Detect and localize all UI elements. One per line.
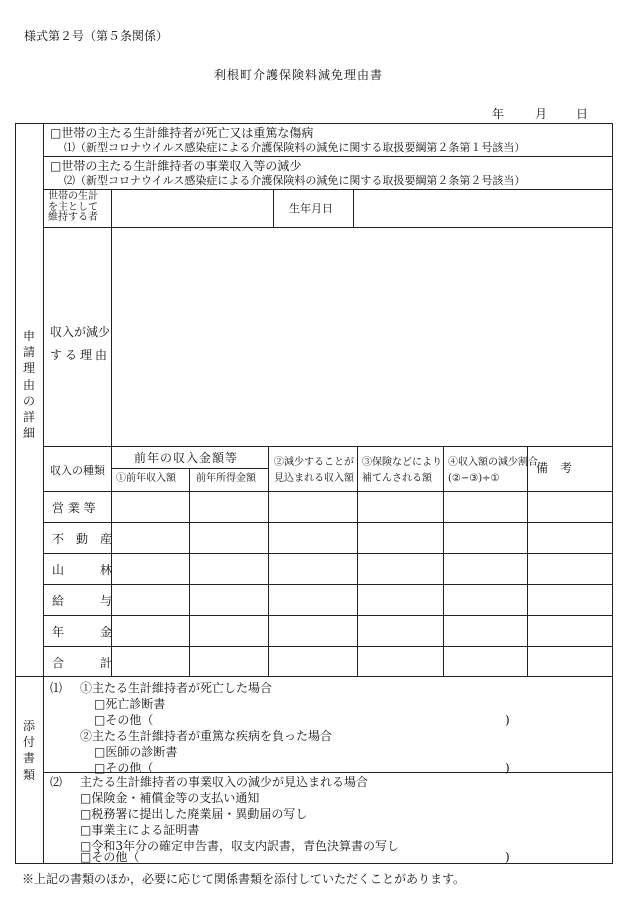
- close-paren: ): [505, 761, 510, 775]
- attachment-illness-other-checkbox[interactable]: □その他（: [94, 761, 154, 775]
- attachment-doctor-certificate-checkbox[interactable]: □医師の診断書: [94, 745, 178, 759]
- application-detail-label: 申 請 理 由 の 詳 細: [22, 329, 35, 441]
- table-row-divider: [43, 522, 613, 523]
- date-year-label: 年: [492, 107, 505, 121]
- maintainer-name-input[interactable]: [111, 189, 273, 227]
- income-row-forestry: 山 林: [52, 563, 113, 577]
- attachment-tax-return-checkbox[interactable]: □令和3年分の確定申告書，収支内訳書，青色決算書の写し: [80, 839, 399, 853]
- reason-box-label: 収入が減少 する理由: [50, 325, 111, 362]
- table-row-divider: [43, 553, 613, 554]
- col-insurance-compensation: ③保険などにより 補てんされる額: [362, 457, 442, 484]
- footer-note: ※上記の書類のほか，必要に応じて関係書類を添付していただくことがあります。: [22, 872, 466, 886]
- cell-divider: [273, 189, 274, 227]
- reason-income-decrease-note: ⑵（新型コロナウイルス感染症による介護保険料の減免に関する取扱要綱第２条第２号該当）: [64, 174, 526, 187]
- maintainer-label: 世帯の生計 を主として 維持する者: [48, 191, 98, 223]
- income-row-total: 合 計: [52, 656, 113, 670]
- income-row-real-estate: 不 動 産: [52, 532, 113, 546]
- col-income-type: 収入の種類: [50, 464, 105, 477]
- attachment-income-other-checkbox[interactable]: □その他（: [80, 850, 140, 864]
- row-divider: [43, 156, 613, 157]
- form-number: 様式第２号（第５条関係）: [24, 29, 169, 43]
- attachment-death-certificate-checkbox[interactable]: □死亡診断書: [94, 697, 166, 711]
- date-day-label: 日: [576, 107, 589, 121]
- attachments-part2-marker: ⑵: [50, 775, 63, 789]
- table-column-divider: [527, 446, 528, 676]
- reason-death-illness-checkbox[interactable]: □世帯の主たる生計維持者が死亡又は重篤な傷病: [50, 126, 314, 140]
- table-column-divider: [443, 446, 444, 676]
- attachment-income-case: 主たる生計維持者の事業収入の減少が見込まれる場合: [80, 775, 369, 789]
- attachment-closure-notice-checkbox[interactable]: □税務署に提出した廃業届・異動届の写し: [80, 807, 308, 821]
- table-row-divider: [43, 646, 613, 647]
- col-prev-income: ①前年収入額: [116, 473, 176, 484]
- reason-income-decrease-checkbox[interactable]: □世帯の主たる生計維持者の事業収入等の減少: [50, 159, 302, 173]
- table-row-divider: [43, 615, 613, 616]
- income-row-salary: 給 与: [52, 594, 113, 608]
- col-remarks: 備 考: [536, 461, 573, 475]
- income-row-business: 営 業 等: [52, 501, 96, 515]
- table-column-divider: [189, 468, 190, 676]
- col-prev-earned: 前年所得金額: [196, 473, 256, 484]
- section-column-divider: [43, 123, 44, 864]
- income-row-pension: 年 金: [52, 625, 113, 639]
- attachment-illness-case: ②主たる生計維持者が重篤な疾病を負った場合: [80, 729, 333, 743]
- attachment-insurance-notice-checkbox[interactable]: □保険金・補償金等の支払い通知: [80, 791, 260, 805]
- col-decrease-ratio: ④収入額の減少割合 (②−③)÷①: [448, 457, 538, 484]
- attachment-death-other-checkbox[interactable]: □その他（: [94, 713, 154, 727]
- attachments-part1-marker: ⑴: [50, 681, 63, 695]
- table-column-divider: [357, 446, 358, 676]
- attachment-death-case: ①主たる生計維持者が死亡した場合: [80, 681, 273, 695]
- close-paren: ): [505, 713, 510, 727]
- section-divider: [15, 676, 613, 677]
- document-title: 利根町介護保険料減免理由書: [214, 68, 384, 82]
- attachment-employer-certificate-checkbox[interactable]: □事業主による証明書: [80, 823, 200, 837]
- birthdate-input[interactable]: [354, 189, 612, 227]
- date-month-label: 月: [535, 107, 548, 121]
- col-expected-decrease: ②減少することが 見込まれる収入額: [274, 457, 354, 484]
- table-column-divider: [268, 446, 269, 676]
- birthdate-label: 生年月日: [289, 202, 333, 215]
- col-prev-group: 前年の収入金額等: [134, 451, 239, 465]
- table-column-divider: [111, 446, 112, 676]
- close-paren: ): [505, 850, 510, 864]
- attachments-label: 添 付 書 類: [22, 719, 35, 782]
- reason-text-area[interactable]: [112, 228, 612, 446]
- reason-death-illness-note: ⑴（新型コロナウイルス感染症による介護保険料の減免に関する取扱要綱第２条第１号該当）: [64, 141, 526, 154]
- table-row-divider: [43, 584, 613, 585]
- row-divider: [43, 772, 613, 773]
